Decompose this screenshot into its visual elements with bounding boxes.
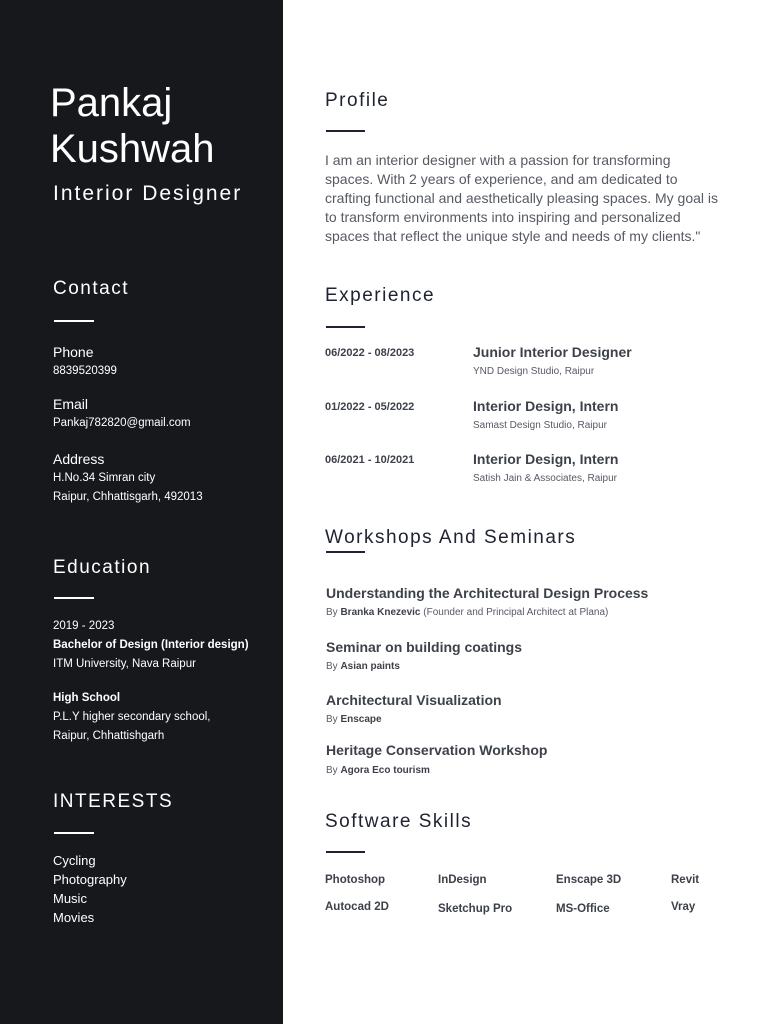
experience-dates: 06/2022 - 08/2023 bbox=[325, 347, 415, 359]
phone-label: Phone bbox=[53, 344, 94, 360]
job-role: Interior Designer bbox=[53, 182, 243, 205]
workshop-title: Understanding the Architectural Design Process bbox=[326, 585, 649, 601]
skill-item: InDesign bbox=[438, 874, 487, 886]
by-prefix: By bbox=[326, 714, 338, 725]
interests-divider bbox=[54, 832, 94, 834]
interest-item: Movies bbox=[53, 910, 95, 925]
skill-item: Vray bbox=[671, 901, 696, 913]
interest-item: Music bbox=[53, 891, 87, 906]
university-name: ITM University, Nava Raipur bbox=[53, 658, 196, 670]
phone-value: 8839520399 bbox=[53, 365, 117, 377]
workshops-divider bbox=[326, 551, 365, 553]
workshop-by bbox=[326, 607, 608, 618]
name-last: Kushwah bbox=[50, 127, 215, 171]
experience-dates: 01/2022 - 05/2022 bbox=[325, 401, 415, 413]
interest-item: Cycling bbox=[53, 853, 96, 868]
experience-org: YND Design Studio, Raipur bbox=[473, 366, 595, 377]
experience-title: Interior Design, Intern bbox=[473, 451, 619, 467]
skills-divider bbox=[326, 851, 365, 853]
education-heading: Education bbox=[53, 557, 152, 578]
skill-item: Photoshop bbox=[325, 874, 386, 886]
email-label: Email bbox=[53, 396, 89, 412]
degree-years: 2019 - 2023 bbox=[53, 620, 115, 632]
school-line-1: P.L.Y higher secondary school, bbox=[53, 711, 211, 723]
degree-name: Bachelor of Design (Interior design) bbox=[53, 639, 249, 651]
workshops-heading: Workshops And Seminars bbox=[325, 527, 577, 548]
workshop-title: Seminar on building coatings bbox=[326, 639, 523, 655]
profile-divider bbox=[326, 130, 365, 132]
workshop-by-name: Agora Eco tourism bbox=[340, 765, 430, 776]
experience-divider bbox=[326, 326, 365, 328]
skills-heading: Software Skills bbox=[325, 811, 473, 832]
education-divider bbox=[54, 597, 94, 599]
workshop-by bbox=[326, 661, 400, 672]
profile-heading: Profile bbox=[325, 90, 390, 111]
workshop-by bbox=[326, 714, 382, 725]
experience-dates: 06/2021 - 10/2021 bbox=[325, 454, 415, 466]
person-name bbox=[50, 80, 280, 172]
workshop-by-name: Asian paints bbox=[340, 661, 400, 672]
workshop-by bbox=[326, 765, 430, 776]
experience-heading: Experience bbox=[325, 285, 436, 306]
skill-item: Sketchup Pro bbox=[438, 903, 513, 915]
experience-org: Samast Design Studio, Raipur bbox=[473, 420, 607, 431]
interests-heading: INTERESTS bbox=[53, 791, 174, 812]
workshop-by-name: Enscape bbox=[340, 714, 382, 725]
contact-heading: Contact bbox=[53, 278, 129, 299]
experience-org: Satish Jain & Associates, Raipur bbox=[473, 473, 617, 484]
skill-item: MS-Office bbox=[556, 903, 610, 915]
name-first: Pankaj bbox=[50, 81, 173, 125]
address-line-1: H.No.34 Simran city bbox=[53, 472, 156, 484]
workshop-title: Architectural Visualization bbox=[326, 692, 502, 708]
email-value[interactable]: Pankaj782820@gmail.com bbox=[53, 417, 191, 429]
sidebar bbox=[0, 0, 283, 1024]
school-line-2: Raipur, Chhattishgarh bbox=[53, 730, 165, 742]
interest-item: Photography bbox=[53, 872, 127, 887]
by-prefix: By bbox=[326, 765, 338, 776]
address-label: Address bbox=[53, 451, 105, 467]
experience-title: Interior Design, Intern bbox=[473, 398, 619, 414]
contact-divider bbox=[54, 320, 94, 322]
skill-item: Autocad 2D bbox=[325, 901, 389, 913]
workshop-by-note: (Founder and Principal Architect at Plana) bbox=[423, 607, 609, 618]
by-prefix: By bbox=[326, 661, 338, 672]
by-prefix: By bbox=[326, 607, 338, 618]
workshop-title: Heritage Conservation Workshop bbox=[326, 742, 548, 758]
school-label: High School bbox=[53, 692, 121, 704]
address-line-2: Raipur, Chhattisgarh, 492013 bbox=[53, 491, 203, 503]
skill-item: Enscape 3D bbox=[556, 874, 622, 886]
workshop-by-name: Branka Knezevic bbox=[340, 607, 421, 618]
skill-item: Revit bbox=[671, 874, 700, 886]
experience-title: Junior Interior Designer bbox=[473, 344, 632, 360]
profile-text: I am an interior designer with a passion for transforming spaces. With 2 years of experience, and am dedicated to crafting functional and aesthetically pleasing spaces. My goal is to transform environments into inspiring and personalized spaces that reflect the unique style and needs of my clients." bbox=[325, 152, 718, 244]
